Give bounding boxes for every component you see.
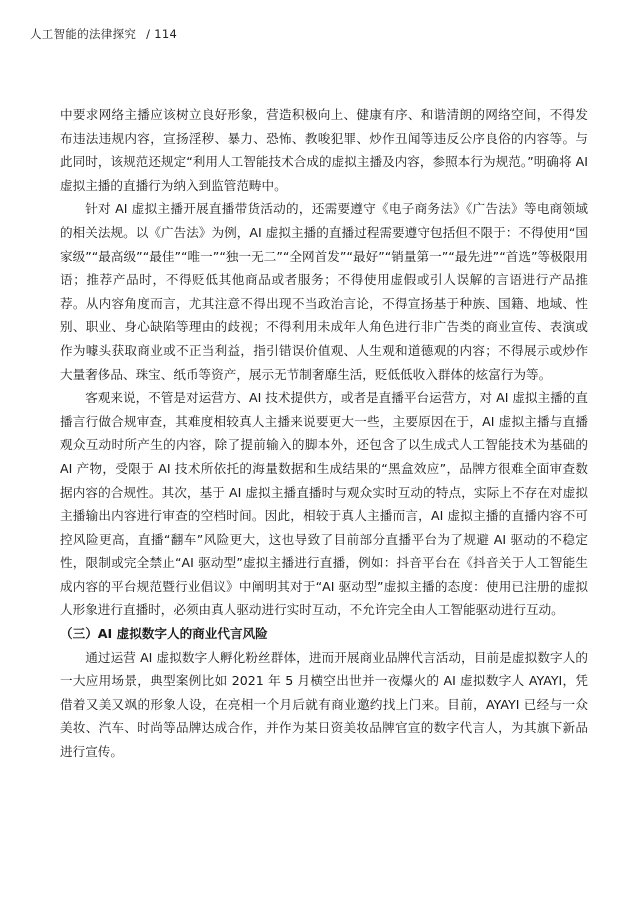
page-body <box>60 103 588 764</box>
section-heading: （三）AI 虚拟数字人的商业代言风险 <box>60 626 268 642</box>
paragraph-ecommerce-rules: 针对 AI 虚拟主播开展直播带货活动的，还需要遵守《电子商务法》《广告法》等电商领域的相关法规。以《广告法》为例，AI 虚拟主播的直播过程需要遵守包括但不限于：不得使用“国家级”“最高级”“最佳”“唯一”“独一无二”“全网首发”“最好”“销量第一”“最先进”“首选”等极限用语；推荐产品时，不得贬低其他商品或者服务；不得使用虚假或引人误解的言语进行产品推荐。从内容角度而言，尤其注意不得出现不当政治言论，不得宣扬基于种族、国籍、地域、性别、职业、身心缺陷等理由的歧视；不得利用未成年人角色进行非广告类的商业宣传、表演或作为噱头获取商业或不正当利益，指引错误价值观、人生观和道德观的内容；不得展示或炒作大量奢侈品、珠宝、纸币等资产，展示无节制奢靡生活，贬低低收入群体的炫富行为等。 <box>60 201 588 382</box>
paragraph-continuation: 中要求网络主播应该树立良好形象，营造积极向上、健康有序、和谐清朗的网络空间，不得发布违法违规内容，宣扬淫秽、暴力、恐怖、教唆犯罪、炒作丑闻等违反公序良俗的内容等。与此同时，该规范还规定“利用人工智能技术合成的虚拟主播及内容，参照本行为规范。”明确将 AI 虚拟主播的直播行为纳入到监管范畴中。 <box>60 107 588 193</box>
paragraph-compliance-review: 客观来说，不管是对运营方、AI 技术提供方，或者是直播平台运营方，对 AI 虚拟主播的直播言行做合规审查，其难度相较真人主播来说要更大一些，主要原因在于，AI 虚拟主播与直播观众互动时所产生的内容，除了提前输入的脚本外，还包含了以生成式人工智能技术为基础的 AI 产物，受限于 AI 技术所依托的海量数据和生成结果的“黑盒效应”，品牌方很难全面审查数据内容的合规性。其次，基于 AI 虚拟主播直播时与观众实时互动的特点，实际上不存在对虚拟主播输出内容进行审查的空档时间。因此，相较于真人主播而言，AI 虚拟主播的直播内容不可控风险更高，直播“翻车”风险更大，这也导致了目前部分直播平台为了规避 AI 驱动的不稳定性，限制或完全禁止“AI 驱动型”虚拟主播进行直播，例如：抖音平台在《抖音关于人工智能生成内容的平台规范暨行业倡议》中阐明其对于“AI 驱动型”虚拟主播的态度：使用已注册的虚拟人形象进行直播时，必须由真人驱动进行实时互动，不允许完全由人工智能驱动进行互动。 <box>60 390 588 618</box>
page-number: / 114 <box>146 27 178 41</box>
paragraph-endorsement: 通过运营 AI 虚拟数字人孵化粉丝群体，进而开展商业品牌代言活动，目前是虚拟数字人的一大应用场景，典型案例比如 2021 年 5 月横空出世并一夜爆火的 AI 虚拟数字人 AYAYI，凭借着又美又飒的形象人设，在亮相一个月后就有商业邀约找上门来。目前，AYAYI 已经与一众美妆、汽车、时尚等品牌达成合作，并作为某日资美妆品牌官宣的数字代言人，为其旗下新品进行宣传。 <box>60 649 588 760</box>
running-header <box>30 26 177 42</box>
book-title: 人工智能的法律探究 <box>30 27 137 41</box>
